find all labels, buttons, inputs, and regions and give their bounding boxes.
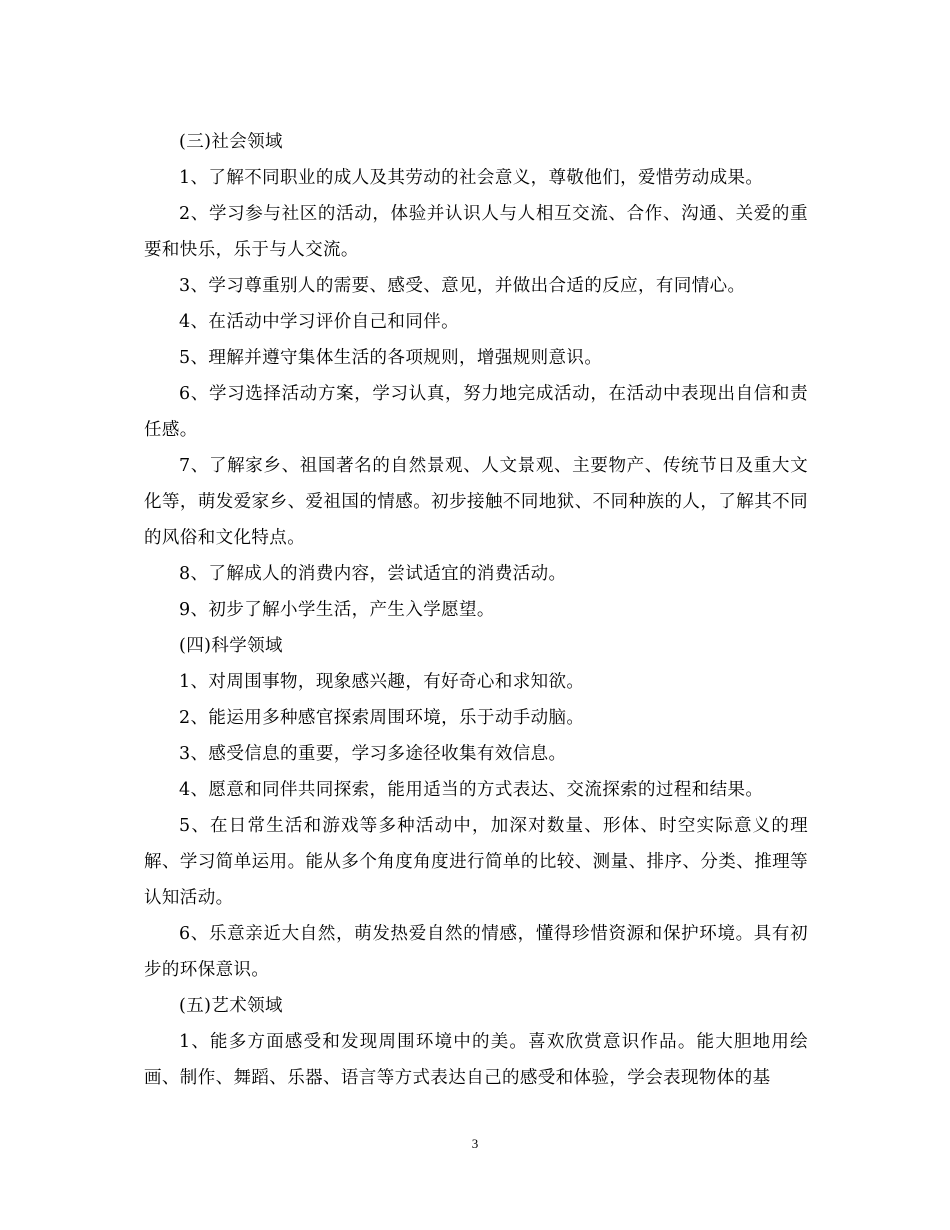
document-body — [144, 124, 808, 1096]
social-item-2: 2、学习参与社区的活动，体验并认识人与人相互交流、合作、沟通、关爱的重要和快乐，乐于与人交流。 — [144, 204, 808, 260]
art-item-1: 1、能多方面感受和发现周围环境中的美。喜欢欣赏意识作品。能大胆地用绘画、制作、舞蹈、乐器、语言等方式表达自己的感受和体验，学会表现物体的基 — [144, 1032, 808, 1088]
social-item-4: 4、在活动中学习评价自己和同伴。 — [179, 312, 460, 332]
science-item-1: 1、对周围事物，现象感兴趣，有好奇心和求知欲。 — [179, 672, 585, 692]
science-item-6: 6、乐意亲近大自然，萌发热爱自然的情感，懂得珍惜资源和保护环境。具有初步的环保意识。 — [144, 924, 808, 980]
social-item-8: 8、了解成人的消费内容，尝试适宜的消费活动。 — [179, 564, 567, 584]
page-number: 3 — [471, 1136, 479, 1151]
social-item-5: 5、理解并遵守集体生活的各项规则，增强规则意识。 — [179, 348, 603, 368]
science-item-4: 4、愿意和同伴共同探索，能用适当的方式表达、交流探索的过程和结果。 — [179, 780, 764, 800]
social-item-9: 9、初步了解小学生活，产生入学愿望。 — [179, 600, 495, 620]
section-heading-science: (四)科学领域 — [179, 636, 283, 656]
science-item-2: 2、能运用多种感官探索周围环境，乐于动手动脑。 — [179, 708, 585, 728]
section-heading-social: (三)社会领域 — [179, 132, 283, 152]
social-item-7: 7、了解家乡、祖国著名的自然景观、人文景观、主要物产、传统节日及重大文化等，萌发爱家乡、爱祖国的情感。初步接触不同地狱、不同种族的人，了解其不同的风俗和文化特点。 — [144, 456, 808, 548]
social-item-6: 6、学习选择活动方案，学习认真，努力地完成活动，在活动中表现出自信和责任感。 — [144, 384, 808, 440]
science-item-5: 5、在日常生活和游戏等多种活动中，加深对数量、形体、时空实际意义的理解、学习简单运用。能从多个角度角度进行简单的比较、测量、排序、分类、推理等认知活动。 — [144, 816, 808, 908]
social-item-1: 1、了解不同职业的成人及其劳动的社会意义，尊敬他们，爱惜劳动成果。 — [179, 168, 764, 188]
section-heading-art: (五)艺术领域 — [179, 996, 283, 1016]
social-item-3: 3、学习尊重别人的需要、感受、意见，并做出合适的反应，有同情心。 — [179, 276, 746, 296]
science-item-3: 3、感受信息的重要，学习多途径收集有效信息。 — [179, 744, 567, 764]
